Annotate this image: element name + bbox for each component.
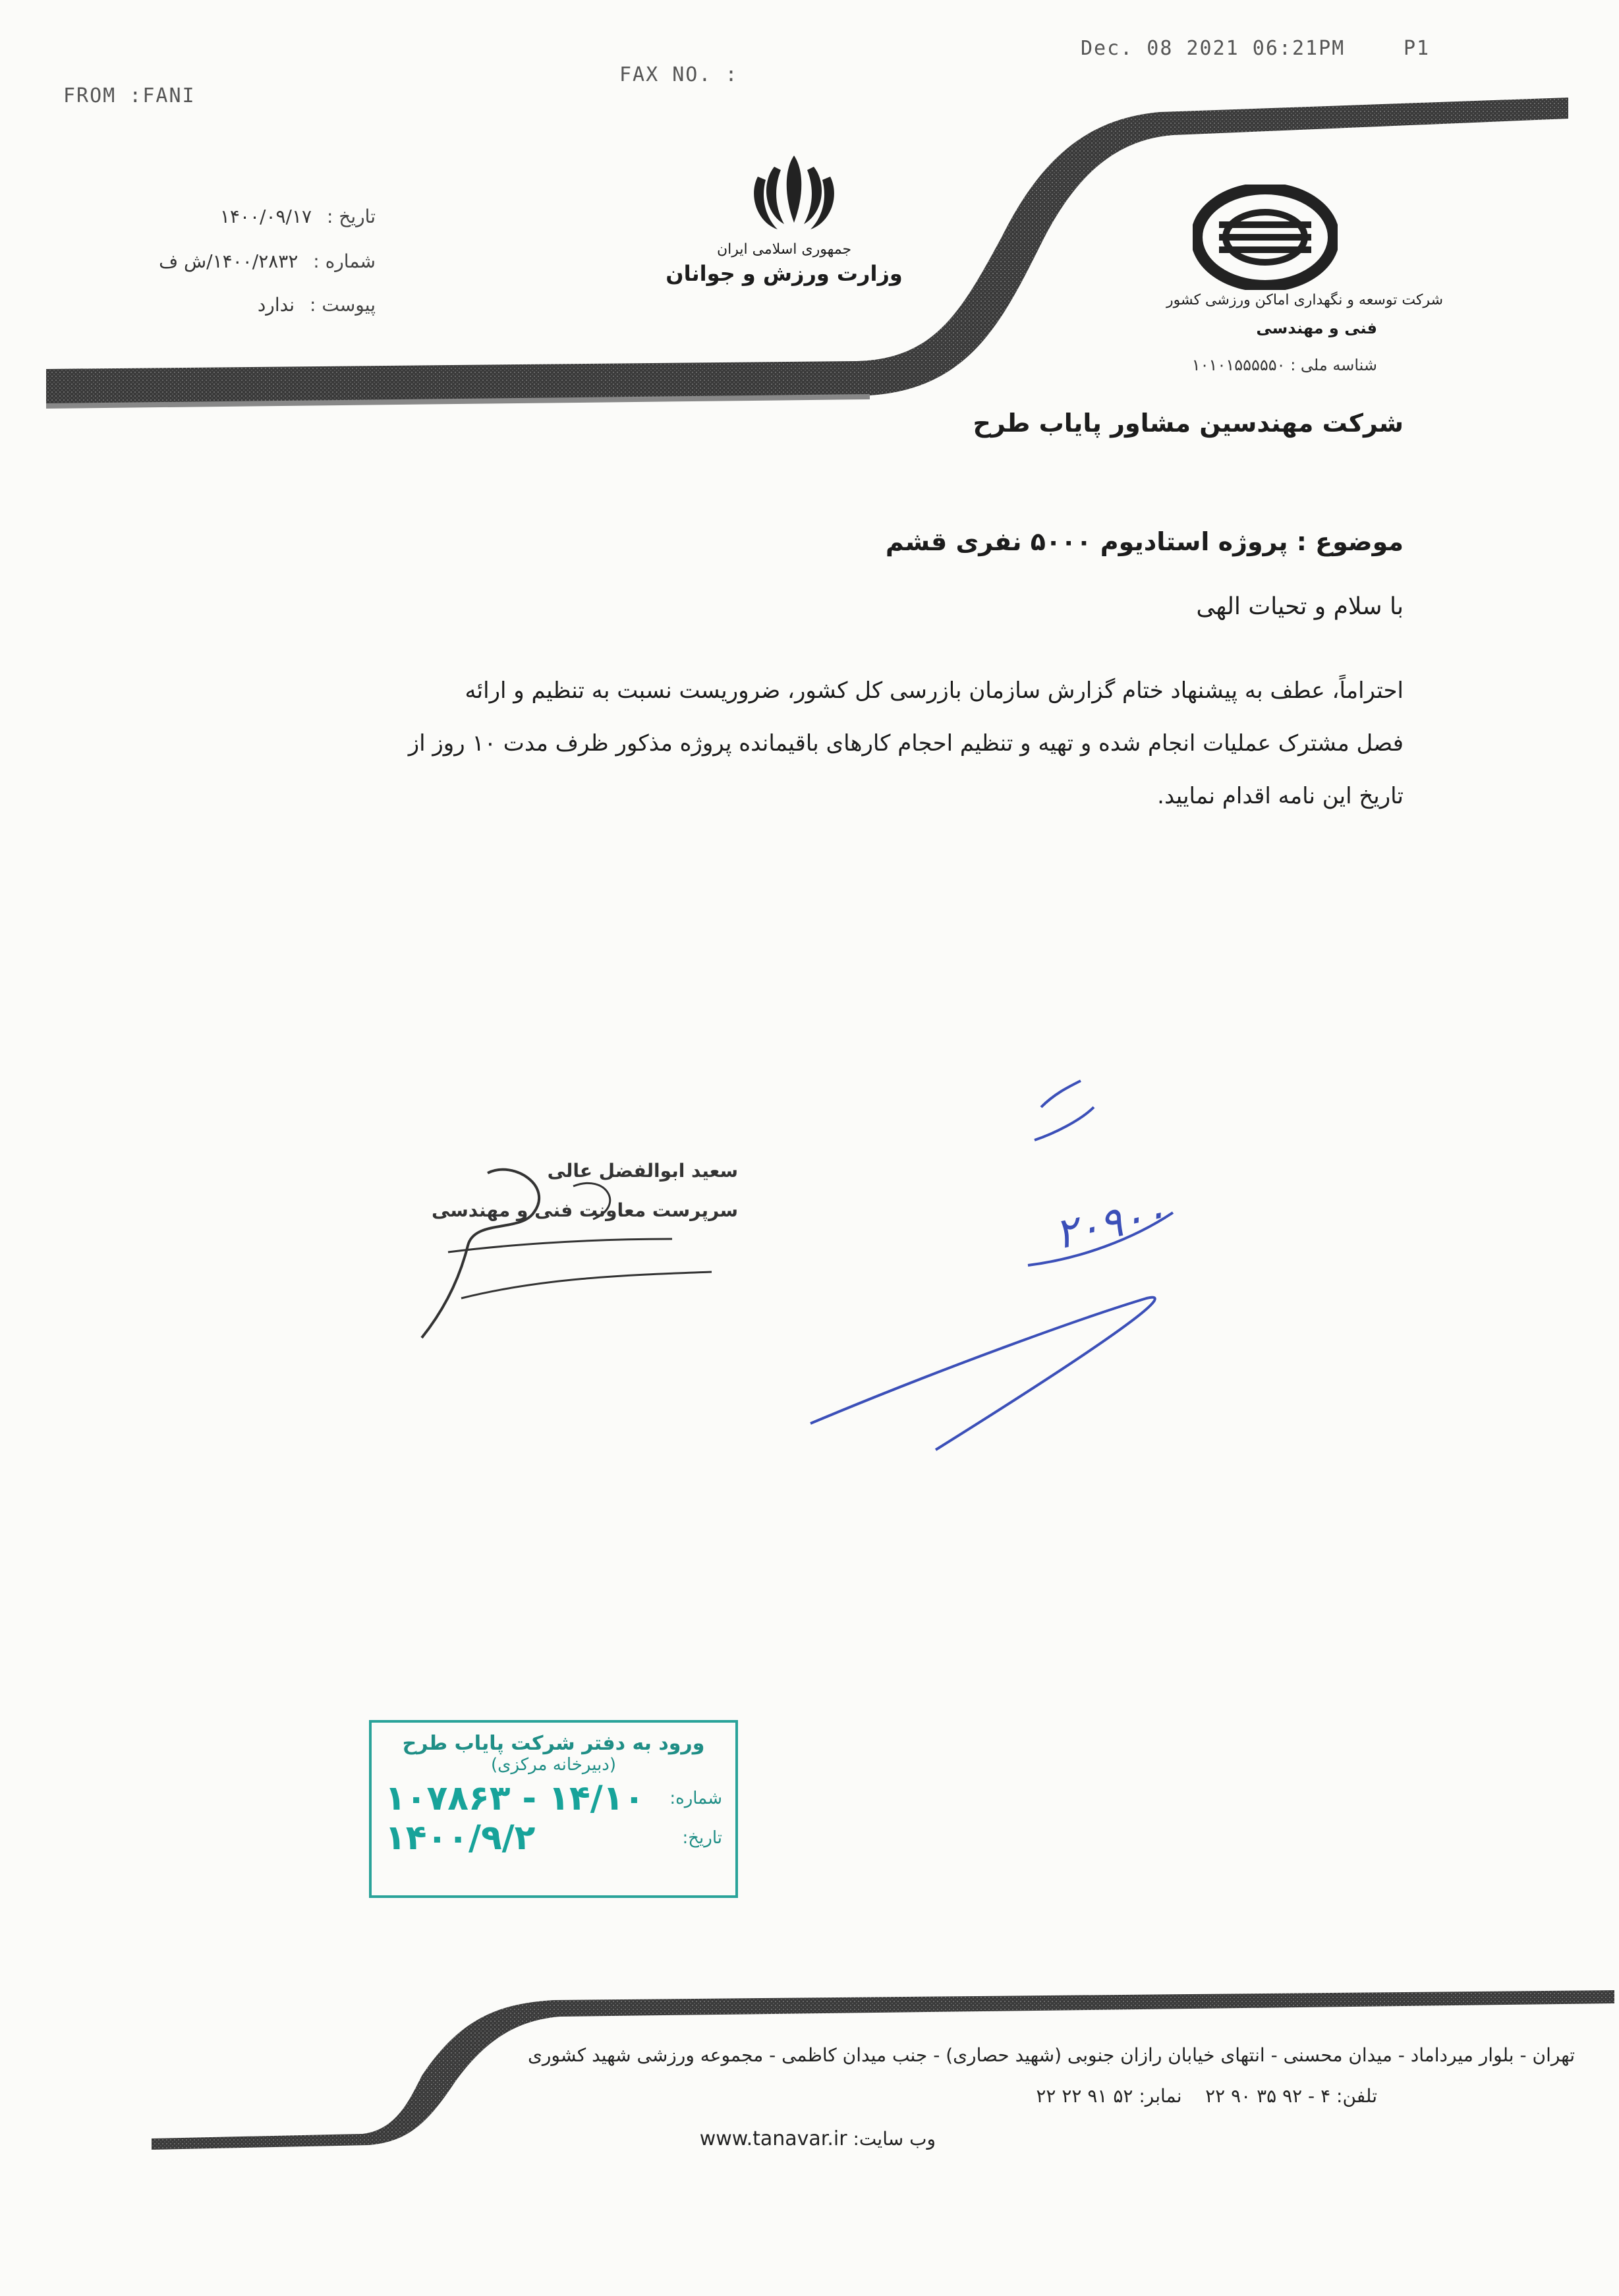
fax-number: FAX NO. : bbox=[619, 63, 739, 86]
footer-phone-value: ۴ - ۹۲ ۳۵ ۹۰ ۲۲ bbox=[1205, 2085, 1331, 2107]
stamp-date-row bbox=[385, 1818, 722, 1858]
stamp-date-value: ۱۴۰۰/۹/۲ bbox=[385, 1818, 536, 1858]
footer-address: تهران - بلوار میرداماد - میدان محسنی - انتهای خیابان رازان جنوبی (شهید حصاری) - جنب میدان کاظمی - مجموعه ورزشی شهید کشوری bbox=[527, 2044, 1575, 2066]
footer-web-label: وب سایت: bbox=[853, 2128, 936, 2150]
signatory-title: سرپرست معاونت فنی و مهندسی bbox=[431, 1199, 738, 1221]
fax-from: FROM :FANI bbox=[63, 84, 196, 107]
footer-contact bbox=[369, 2085, 1377, 2107]
meta-date-label: تاریخ : bbox=[326, 206, 376, 227]
meta-number-label: شماره : bbox=[313, 250, 376, 272]
stamp-title: ورود به دفتر شرکت پایاب طرح bbox=[402, 1732, 705, 1755]
company-division: فنی و مهندسی bbox=[1256, 319, 1377, 337]
signatory-name: سعید ابوالفضل عالی bbox=[547, 1160, 738, 1182]
stamp-date-label: تاریخ: bbox=[682, 1828, 722, 1848]
handwritten-note: ۲۰۹۰۰ bbox=[1050, 1188, 1172, 1260]
body-line-2: فصل مشترک عملیات انجام شده و تهیه و تنظیم احجام کارهای باقیمانده پروژه مذکور ظرف مدت ۱۰ روز از bbox=[408, 730, 1404, 757]
footer-phone-label: تلفن: bbox=[1336, 2085, 1377, 2107]
national-id bbox=[1087, 356, 1377, 374]
national-id-label: شناسه ملی : bbox=[1290, 356, 1377, 374]
meta-number bbox=[86, 250, 376, 272]
recipient: شرکت مهندسین مشاور پایاب طرح bbox=[973, 409, 1404, 438]
handwritten-scribble-icon bbox=[804, 1068, 1265, 1476]
body-line-1: احتراماً، عطف به پیشنهاد ختام گزارش سازمان بازرسی کل کشور، ضروریست نسبت به تنظیم و ارائه bbox=[465, 677, 1404, 704]
national-id-value: ۱۰۱۰۱۵۵۵۵۵۰ bbox=[1191, 356, 1286, 374]
meta-attachment-value: ندارد bbox=[257, 294, 295, 316]
ministry-line2: وزارت ورزش و جوانان bbox=[666, 261, 903, 286]
body-line-3: تاریخ این نامه اقدام نمایید. bbox=[1157, 783, 1404, 809]
iran-emblem-icon bbox=[745, 150, 843, 236]
meta-date-value: ۱۴۰۰/۰۹/۱۷ bbox=[219, 206, 312, 227]
meta-date bbox=[99, 206, 376, 227]
meta-number-value: ۱۴۰۰/۲۸۳۲/ش ف bbox=[159, 250, 298, 272]
stamp-subtitle: (دبیرخانه مرکزی) bbox=[490, 1755, 617, 1775]
ministry-line1: جمهوری اسلامی ایران bbox=[716, 241, 852, 258]
footer-web bbox=[606, 2127, 936, 2150]
greeting: با سلام و تحیات الهی bbox=[1196, 593, 1404, 620]
fax-page: P1 bbox=[1404, 37, 1431, 60]
footer-website-link[interactable]: www.tanavar.ir bbox=[699, 2127, 847, 2150]
signature-scribble-icon bbox=[409, 1147, 725, 1344]
footer-fax-label: نمابر: bbox=[1139, 2085, 1182, 2107]
meta-attachment-label: پیوست : bbox=[310, 294, 376, 316]
meta-attachment bbox=[99, 294, 376, 316]
subject: موضوع : پروژه استادیوم ۵۰۰۰ نفری قشم bbox=[885, 527, 1404, 556]
stamp-number-row bbox=[385, 1779, 722, 1818]
fax-datetime: Dec. 08 2021 06:21PM bbox=[1081, 37, 1346, 60]
stamp-number-value: ۱۴/۱۰ - ۱۰۷۸۶۳ bbox=[385, 1779, 645, 1818]
footer-fax-value: ۵۲ ۹۱ ۲۲ ۲۲ bbox=[1036, 2085, 1133, 2107]
letterhead-band bbox=[0, 0, 1619, 474]
registration-stamp bbox=[369, 1720, 738, 1898]
company-name: شرکت توسعه و نگهداری اماکن ورزشی کشور bbox=[1166, 292, 1443, 308]
company-logo-icon bbox=[1193, 185, 1338, 290]
stamp-number-label: شماره: bbox=[669, 1789, 722, 1808]
